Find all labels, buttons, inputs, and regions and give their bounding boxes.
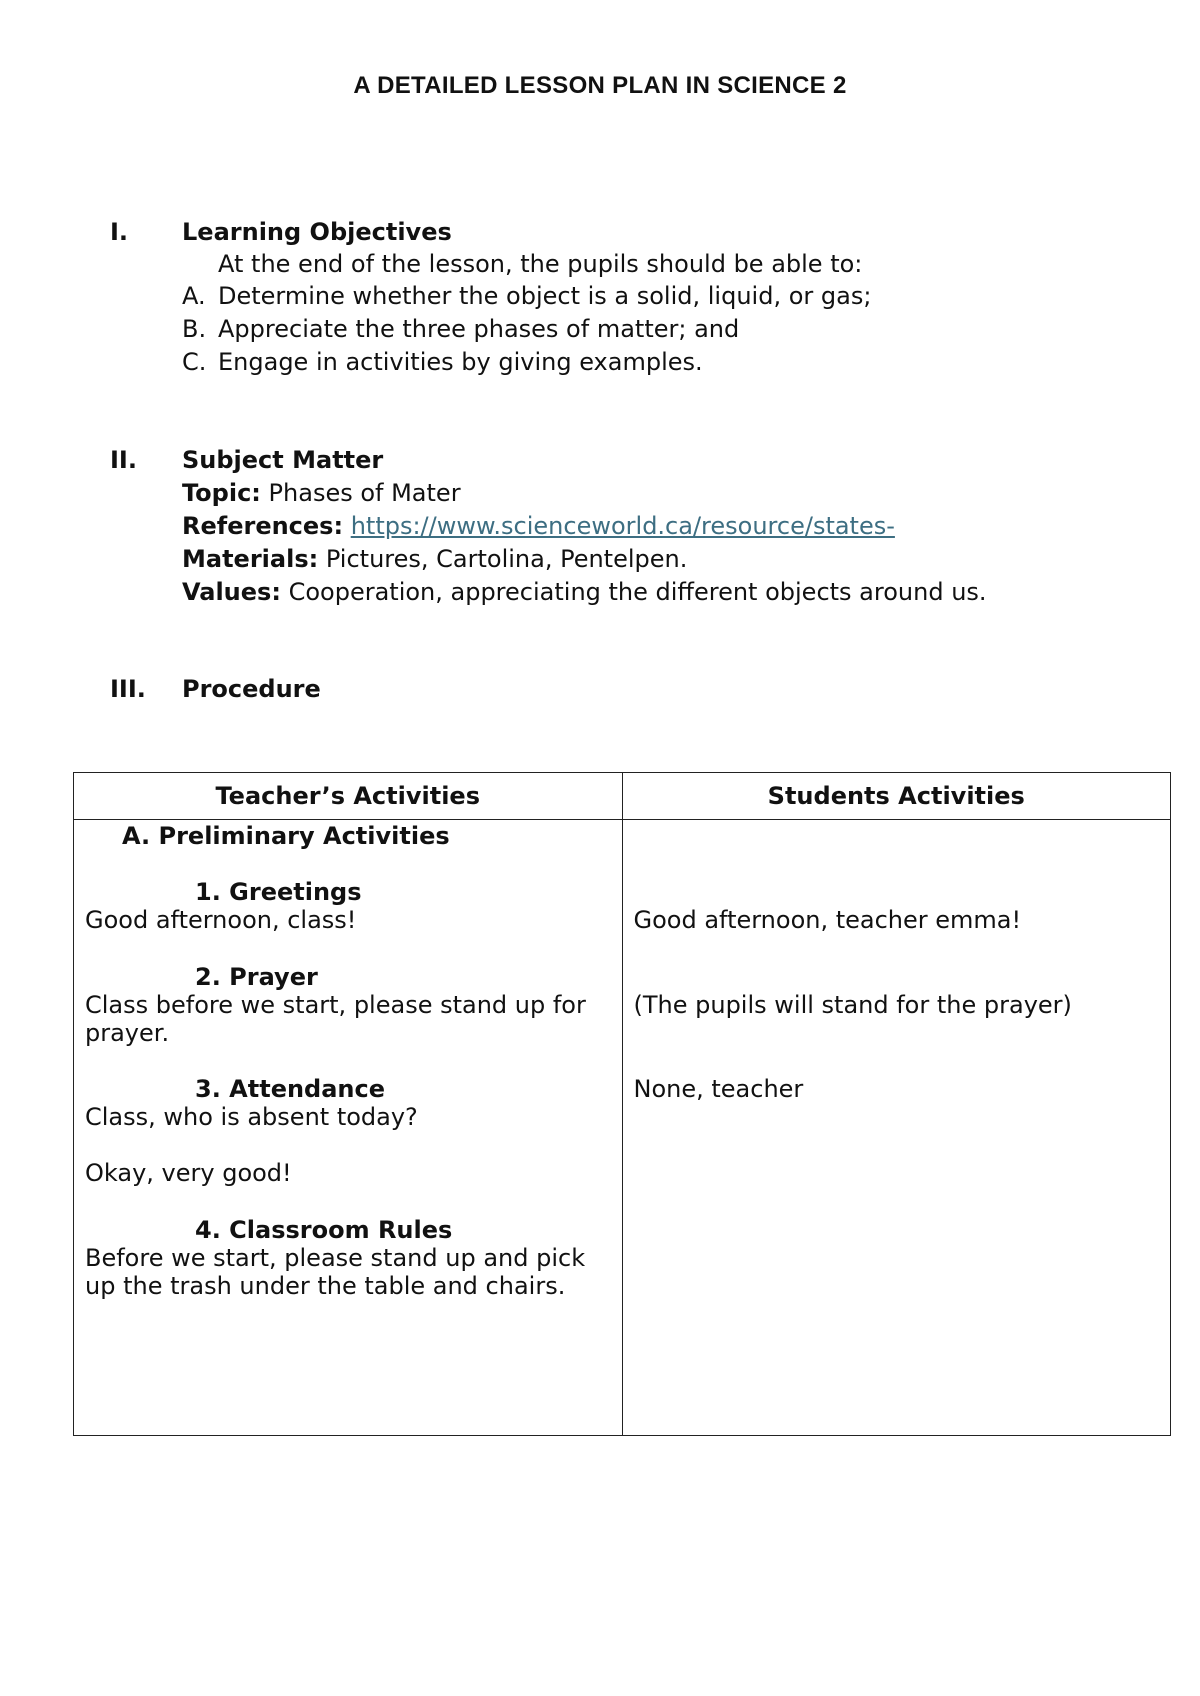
students-activities-header: Students Activities xyxy=(622,773,1171,820)
section-heading: Learning Objectives xyxy=(182,218,452,246)
greetings-text: Good afternoon, class! xyxy=(85,906,357,934)
prayer-text: prayer. xyxy=(85,1019,170,1047)
prayer-heading: 2. Prayer xyxy=(195,963,318,991)
classroom-rules-text: up the trash under the table and chairs. xyxy=(85,1272,566,1300)
values-line xyxy=(182,578,987,606)
topic-label: Topic: xyxy=(182,479,261,507)
section-number: III. xyxy=(110,675,146,703)
greetings-heading: 1. Greetings xyxy=(195,878,362,906)
references-line xyxy=(182,512,895,540)
teacher-activities-header: Teacher’s Activities xyxy=(74,773,623,820)
values-value: Cooperation, appreciating the different objects around us. xyxy=(288,578,987,606)
classroom-rules-text: Before we start, please stand up and pick xyxy=(85,1244,586,1272)
section-number: I. xyxy=(110,218,129,246)
section-heading: Procedure xyxy=(182,675,321,703)
objective-marker: C. xyxy=(182,348,207,376)
students-activities-cell xyxy=(622,820,1171,1436)
materials-label: Materials: xyxy=(182,545,319,573)
document-title: A DETAILED LESSON PLAN IN SCIENCE 2 xyxy=(353,72,847,99)
attendance-heading: 3. Attendance xyxy=(195,1075,386,1103)
objective-item: Engage in activities by giving examples. xyxy=(218,348,703,376)
reference-link[interactable]: https://www.scienceworld.ca/resource/states- xyxy=(350,512,895,540)
references-label: References: xyxy=(182,512,344,540)
objective-item: Determine whether the object is a solid, liquid, or gas; xyxy=(218,282,872,310)
objectives-intro: At the end of the lesson, the pupils should be able to: xyxy=(218,250,863,278)
section-number: II. xyxy=(110,446,137,474)
preliminary-activities-heading: A. Preliminary Activities xyxy=(122,822,450,850)
attendance-text: Okay, very good! xyxy=(85,1159,292,1187)
objective-marker: B. xyxy=(182,315,207,343)
teacher-activities-cell xyxy=(74,820,623,1436)
prayer-text: Class before we start, please stand up for xyxy=(85,991,586,1019)
topic-line xyxy=(182,479,461,507)
procedure-table xyxy=(73,772,1171,1436)
student-attendance-response: None, teacher xyxy=(633,1075,804,1103)
topic-value: Phases of Mater xyxy=(268,479,461,507)
materials-line xyxy=(182,545,687,573)
objective-item: Appreciate the three phases of matter; and xyxy=(218,315,740,343)
materials-value: Pictures, Cartolina, Pentelpen. xyxy=(325,545,688,573)
attendance-text: Class, who is absent today? xyxy=(85,1103,418,1131)
section-heading: Subject Matter xyxy=(182,446,384,474)
objective-marker: A. xyxy=(182,282,206,310)
student-greetings-response: Good afternoon, teacher emma! xyxy=(633,906,1022,934)
classroom-rules-heading: 4. Classroom Rules xyxy=(195,1216,453,1244)
values-label: Values: xyxy=(182,578,281,606)
student-prayer-response: (The pupils will stand for the prayer) xyxy=(633,991,1072,1019)
